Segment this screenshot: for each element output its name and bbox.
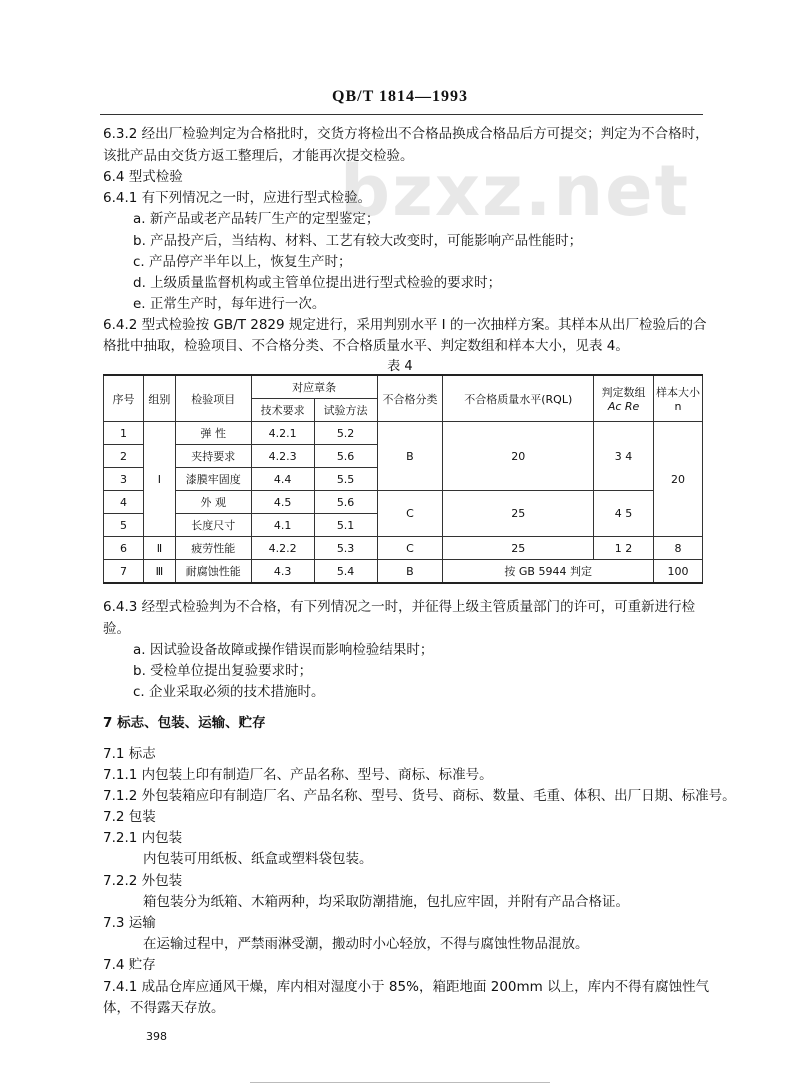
cell-item: 弹 性 (175, 422, 251, 445)
page-number: 398 (146, 1030, 167, 1043)
cell-rql-4-5: 25 (443, 491, 594, 537)
cell-tech: 4.2.1 (251, 422, 314, 445)
s73-text: 在运输过程中，严禁雨淋受潮，搬动时小心轻放，不得与腐蚀性物品混放。 (143, 936, 589, 952)
header-class: 不合格分类 (377, 375, 443, 422)
table-row (104, 491, 703, 514)
s643-line2: 验。 (103, 621, 130, 637)
cell-method: 5.1 (314, 514, 377, 537)
s642-line2: 格批中抽取，检验项目、不合格分类、不合格质量水平、判定数组和样本大小，见表 4。 (103, 338, 629, 354)
cell-group-1: Ⅰ (143, 422, 175, 537)
cell-sample-1-5: 20 (654, 422, 703, 537)
inspection-table (103, 374, 703, 584)
cell-seq: 7 (104, 560, 144, 584)
cell-rql-1-3: 20 (443, 422, 594, 491)
cell-class-4-5: C (377, 491, 443, 537)
cell-rql-decision-7: 按 GB 5944 判定 (443, 560, 654, 584)
s641-item-e: e. 正常生产时，每年进行一次。 (133, 296, 326, 312)
cell-class-1-3: B (377, 422, 443, 491)
s71: 7.1 标志 (103, 746, 156, 762)
cell-seq: 1 (104, 422, 144, 445)
s741-line1: 7.4.1 成品仓库应通风干燥，库内相对湿度小于 85%，箱距地面 200mm 以上，库内不得有腐蚀性气 (103, 979, 710, 995)
cell-item: 耐腐蚀性能 (175, 560, 251, 584)
s73: 7.3 运输 (103, 915, 156, 931)
cell-sample-7: 100 (654, 560, 703, 584)
s741-line2: 体，不得露天存放。 (103, 1000, 225, 1016)
cell-sample-6: 8 (654, 537, 703, 560)
header-decision-label: 判定数组 (601, 386, 646, 399)
header-seq: 序号 (104, 375, 144, 422)
cell-item: 长度尺寸 (175, 514, 251, 537)
cell-rql-6: 25 (443, 537, 594, 560)
cell-seq: 4 (104, 491, 144, 514)
cell-item: 外 观 (175, 491, 251, 514)
s641-item-d: d. 上级质量监督机构或主管单位提出进行型式检验的要求时； (133, 275, 502, 291)
header-decision-sub: Ac Re (607, 400, 640, 413)
cell-method: 5.3 (314, 537, 377, 560)
s632-line1: 6.3.2 经出厂检验判定为合格批时，交货方将检出不合格品换成合格品后方可提交；判定为不合格时， (103, 126, 709, 142)
header-rql: 不合格质量水平(RQL) (443, 375, 594, 422)
cell-seq: 6 (104, 537, 144, 560)
s643-item-b: b. 受检单位提出复验要求时； (133, 663, 313, 679)
s72: 7.2 包装 (103, 809, 156, 825)
s641: 6.4.1 有下列情况之一时，应进行型式检验。 (103, 190, 372, 206)
cell-method: 5.2 (314, 422, 377, 445)
cell-tech: 4.1 (251, 514, 314, 537)
cell-tech: 4.4 (251, 468, 314, 491)
watermark: bzxz.net (340, 150, 691, 232)
s711: 7.1.1 内包装上印有制造厂名、产品名称、型号、商标、标准号。 (103, 767, 493, 783)
footer-rule (250, 1082, 550, 1083)
s722: 7.2.2 外包装 (103, 873, 183, 889)
cell-seq: 5 (104, 514, 144, 537)
cell-decision-4-5: 4 5 (594, 491, 654, 537)
s643-item-c: c. 企业采取必须的技术措施时。 (133, 684, 325, 700)
header-decision (594, 375, 654, 422)
cell-method: 5.4 (314, 560, 377, 584)
s632-line2: 该批产品由交货方返工整理后，才能再次提交检验。 (103, 148, 414, 164)
cell-item: 夹持要求 (175, 445, 251, 468)
s641-item-b: b. 产品投产后，当结构、材料、工艺有较大改变时，可能影响产品性能时； (133, 233, 583, 249)
cell-tech: 4.5 (251, 491, 314, 514)
cell-method: 5.5 (314, 468, 377, 491)
table-caption: 表 4 (387, 359, 413, 374)
header-clause: 对应章条 (251, 375, 377, 399)
header-test-method: 试验方法 (314, 399, 377, 422)
cell-group-3: Ⅲ (143, 560, 175, 584)
s643-line1: 6.4.3 经型式检验判为不合格，有下列情况之一时，并征得上级主管质量部门的许可，可重新进行检 (103, 599, 696, 615)
cell-class-6: C (377, 537, 443, 560)
s721-text: 内包装可用纸板、纸盒或塑料袋包装。 (143, 851, 373, 867)
header-item: 检验项目 (175, 375, 251, 422)
table-row (104, 560, 703, 584)
s7-heading: 7 标志、包装、运输、贮存 (103, 715, 266, 731)
cell-item: 疲劳性能 (175, 537, 251, 560)
header-tech-req: 技术要求 (251, 399, 314, 422)
cell-decision-1-3: 3 4 (594, 422, 654, 491)
cell-group-2: Ⅱ (143, 537, 175, 560)
s641-item-c: c. 产品停产半年以上，恢复生产时； (133, 254, 352, 270)
cell-class-7: B (377, 560, 443, 584)
table-row (104, 422, 703, 445)
table-row (104, 537, 703, 560)
s722-text: 箱包装分为纸箱、木箱两种，均采取防潮措施，包扎应牢固，并附有产品合格证。 (143, 894, 629, 910)
cell-tech: 4.2.2 (251, 537, 314, 560)
cell-tech: 4.2.3 (251, 445, 314, 468)
cell-seq: 2 (104, 445, 144, 468)
cell-seq: 3 (104, 468, 144, 491)
s641-item-a: a. 新产品或老产品转厂生产的定型鉴定； (133, 211, 380, 227)
cell-tech: 4.3 (251, 560, 314, 584)
header-sample: 样本大小 n (654, 375, 703, 422)
cell-item: 漆膜牢固度 (175, 468, 251, 491)
s721: 7.2.1 内包装 (103, 830, 183, 846)
s643-item-a: a. 因试验设备故障或操作错误而影响检验结果时； (133, 642, 434, 658)
cell-decision-6: 1 2 (594, 537, 654, 560)
s74: 7.4 贮存 (103, 957, 156, 973)
header-rule (100, 114, 703, 115)
s642-line1: 6.4.2 型式检验按 GB/T 2829 规定进行，采用判别水平 Ⅰ 的一次抽样方案。其样本从出厂检验后的合 (103, 317, 707, 333)
page-header: QB/T 1814—1993 (332, 88, 468, 105)
s712: 7.1.2 外包装箱应印有制造厂名、产品名称、型号、货号、商标、数量、毛重、体积、出厂日期、标准号。 (103, 788, 736, 804)
s64-heading: 6.4 型式检验 (103, 169, 183, 185)
cell-method: 5.6 (314, 491, 377, 514)
cell-method: 5.6 (314, 445, 377, 468)
header-group: 组别 (143, 375, 175, 422)
